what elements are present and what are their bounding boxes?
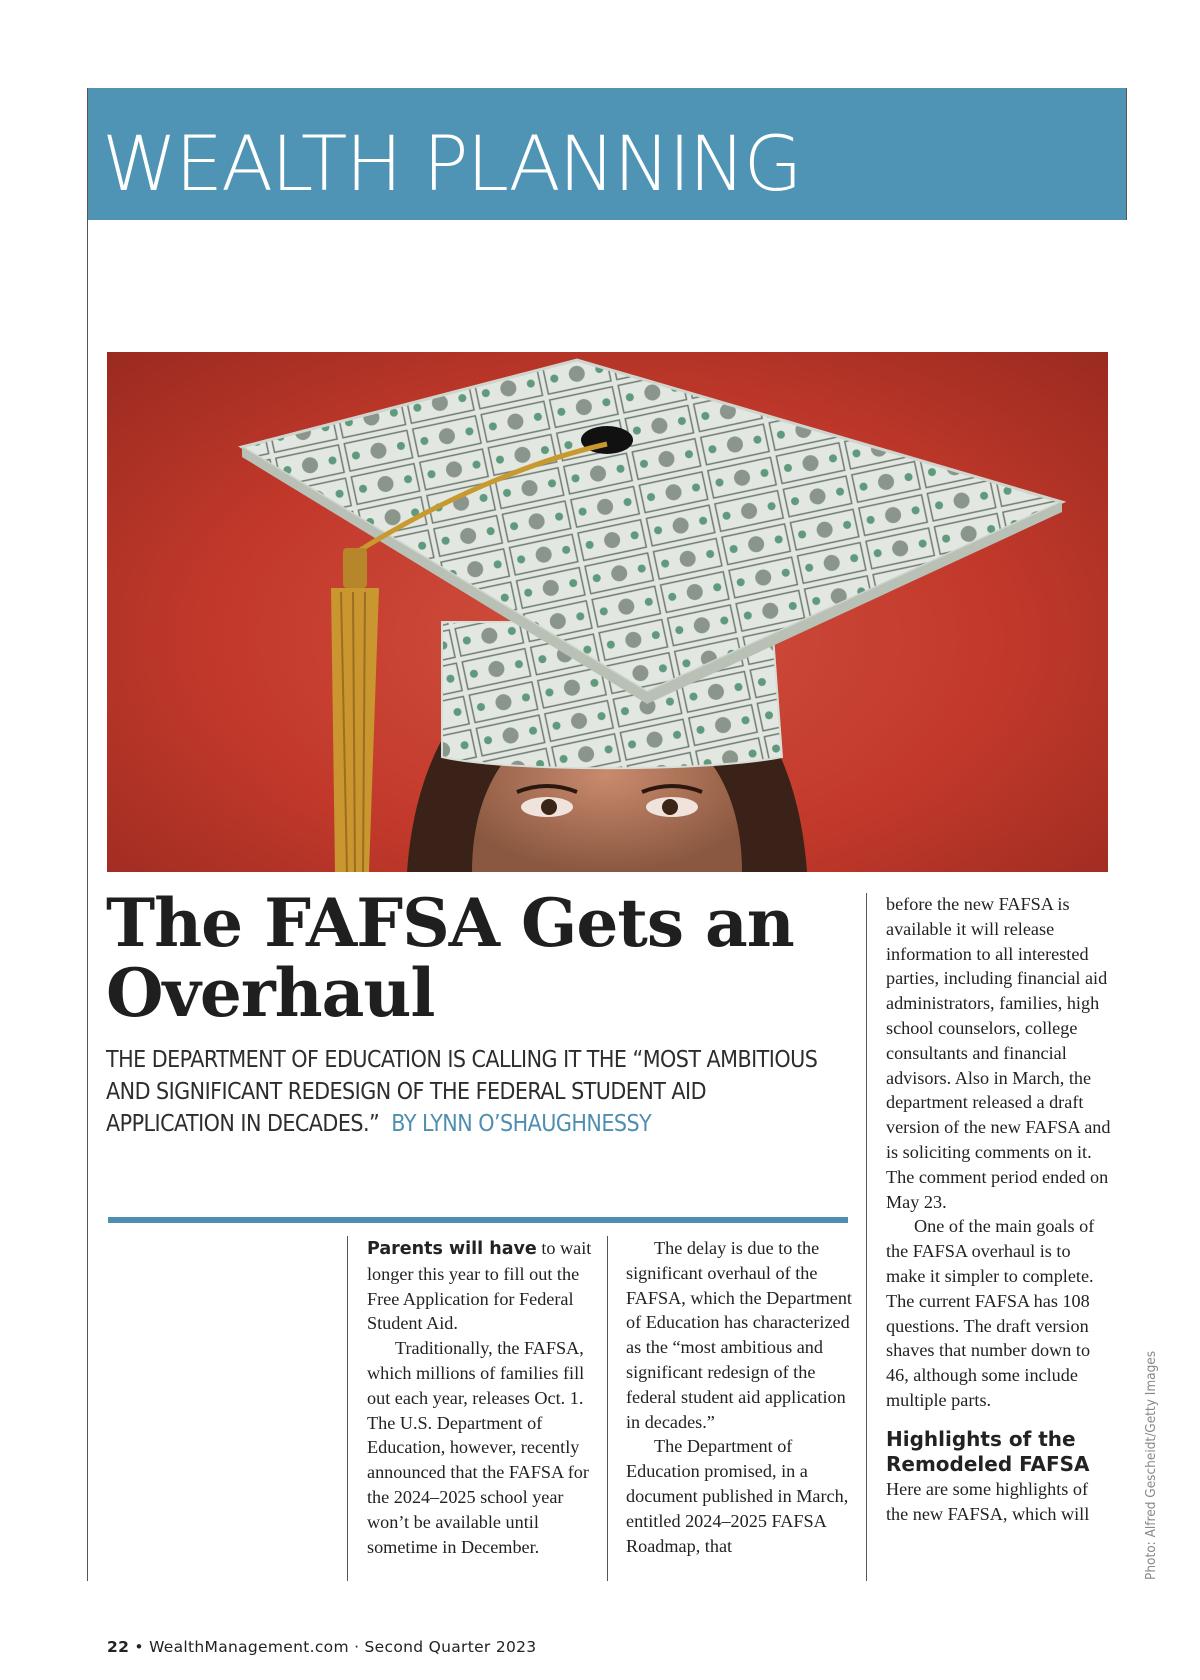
column-rule-3	[866, 893, 867, 1581]
column-1-paragraph-1-text: to wait longer this year to fill out the Free Application for Federal Student Aid.	[367, 1238, 592, 1334]
column-1-paragraph-2: Traditionally, the FAFSA, which millions of families fill out each year, releases Oct. 1. The U.S. Department of Education, however, recently announced that the FAFSA for the 2024–2025 school year won’t be available until sometime in December.	[367, 1338, 589, 1557]
column-1-paragraph-1	[367, 1236, 593, 1336]
article-column-1	[367, 1236, 593, 1559]
column-3-paragraph-2: One of the main goals of the FAFSA overhaul is to make it simpler to complete. The current FAFSA has 108 questions. The draft version shaves that number down to 46, although some include multiple parts.	[886, 1216, 1095, 1410]
section-banner	[88, 88, 1126, 220]
page-number: 22	[107, 1638, 130, 1656]
column-rule-2	[607, 1236, 608, 1581]
deck-text: THE DEPARTMENT OF EDUCATION IS CALLING IT THE “MOST AMBITIOUS AND SIGNIFICANT REDESIGN OF THE FEDERAL STUDENT AID APPLICATION IN DECADES.”	[106, 1047, 818, 1137]
column-3-paragraph-3: Here are some highlights of the new FAFSA, which will	[886, 1478, 1090, 1524]
article-deck	[106, 1044, 826, 1140]
column-3-paragraph-1: before the new FAFSA is available it will release information to all interested parties, including financial aid administrators, families, high school counselors, college consultants and financial advisors. Also in March, the department released a draft version of the new FAFSA and is soliciting comments on it. The comment period ended on May 23.	[886, 894, 1111, 1212]
hero-photo	[107, 352, 1108, 872]
article-column-3	[886, 892, 1112, 1526]
page-frame-right	[1126, 88, 1127, 220]
section-title: WEALTH PLANNING	[102, 119, 801, 208]
photo-credit: Photo: Alfred Gescheidt/Getty Images	[1143, 1350, 1159, 1580]
page-frame-left	[87, 88, 88, 1581]
page-footer	[107, 1638, 536, 1656]
article-headline: The FAFSA Gets an Overhaul	[106, 884, 794, 1032]
graduation-cap-photo-illustration	[107, 352, 1108, 872]
article-column-2	[626, 1236, 852, 1558]
column-rule-1	[347, 1236, 348, 1581]
byline: BY LYNN O’SHAUGHNESSY	[391, 1111, 652, 1137]
column-3-subhead: Highlights of the Remodeled FAFSA	[886, 1426, 1090, 1476]
lead-in: Parents will have	[367, 1239, 537, 1259]
column-2-paragraph-2: The Department of Education promised, in a document published in March, entitled 2024–2025 FAFSA Roadmap, that	[626, 1436, 849, 1556]
headline-rule	[108, 1217, 848, 1223]
column-2-paragraph-1: The delay is due to the significant overhaul of the FAFSA, which the Department of Education has characterized as the “most ambitious and significant redesign of the federal student aid application in decades.”	[626, 1238, 852, 1432]
footer-text: • WealthManagement.com · Second Quarter 2023	[129, 1638, 537, 1656]
